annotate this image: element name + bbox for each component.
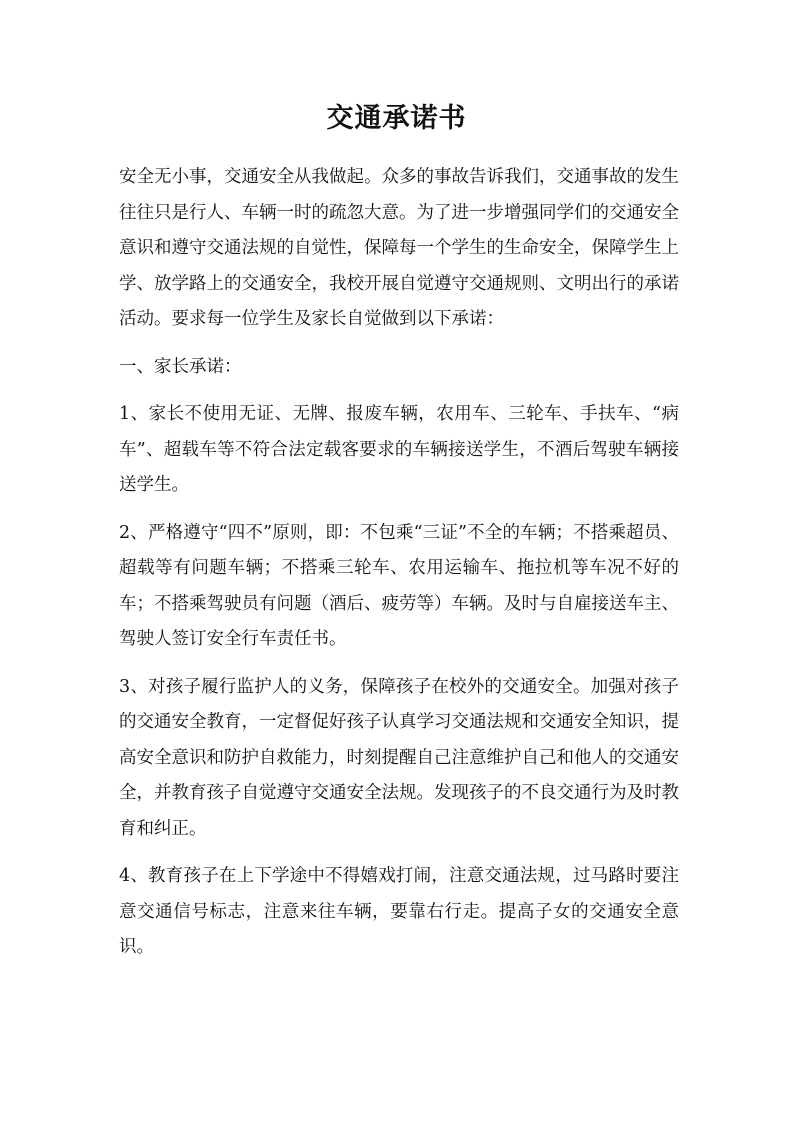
pledge-item-1: 1、家长不使用无证、无牌、报废车辆，农用车、三轮车、手扶车、“病车”、超载车等不符合法定载客要求的车辆接送学生，不酒后驾驶车辆接送学生。	[119, 404, 679, 495]
document-title: 交通承诺书	[326, 103, 467, 134]
intro-paragraph: 安全无小事，交通安全从我做起。众多的事故告诉我们，交通事故的发生往往只是行人、车辆一时的疏忽大意。为了进一步增强同学们的交通安全意识和遵守交通法规的自觉性，保障每一个学生的生命安全，保障学生上学、放学路上的交通安全，我校开展自觉遵守交通规则、文明出行的承诺活动。要求每一位学生及家长自觉做到以下承诺：	[119, 167, 679, 329]
pledge-item-2: 2、严格遵守“四不”原则，即：不包乘“三证”不全的车辆；不搭乘超员、超载等有问题车辆；不搭乘三轮车、农用运输车、拖拉机等车况不好的车；不搭乘驾驶员有问题（酒后、疲劳等）车辆。及时与自雇接送车主、驾驶人签订安全行车责任书。	[119, 522, 679, 649]
section-heading-parent-pledge: 一、家长承诺：	[119, 356, 242, 377]
document-body	[119, 160, 679, 978]
pledge-item-3: 3、对孩子履行监护人的义务，保障孩子在校外的交通安全。加强对孩子的交通安全教育，一定督促好孩子认真学习交通法规和交通安全知识，提高安全意识和防护自救能力，时刻提醒自己注意维护自己和他人的交通安全，并教育孩子自觉遵守交通安全法规。发现孩子的不良交通行为及时教育和纠正。	[119, 676, 679, 839]
pledge-item-4: 4、教育孩子在上下学途中不得嬉戏打闹，注意交通法规，过马路时要注意交通信号标志，注意来往车辆，要靠右行走。提高子女的交通安全意识。	[119, 866, 679, 957]
